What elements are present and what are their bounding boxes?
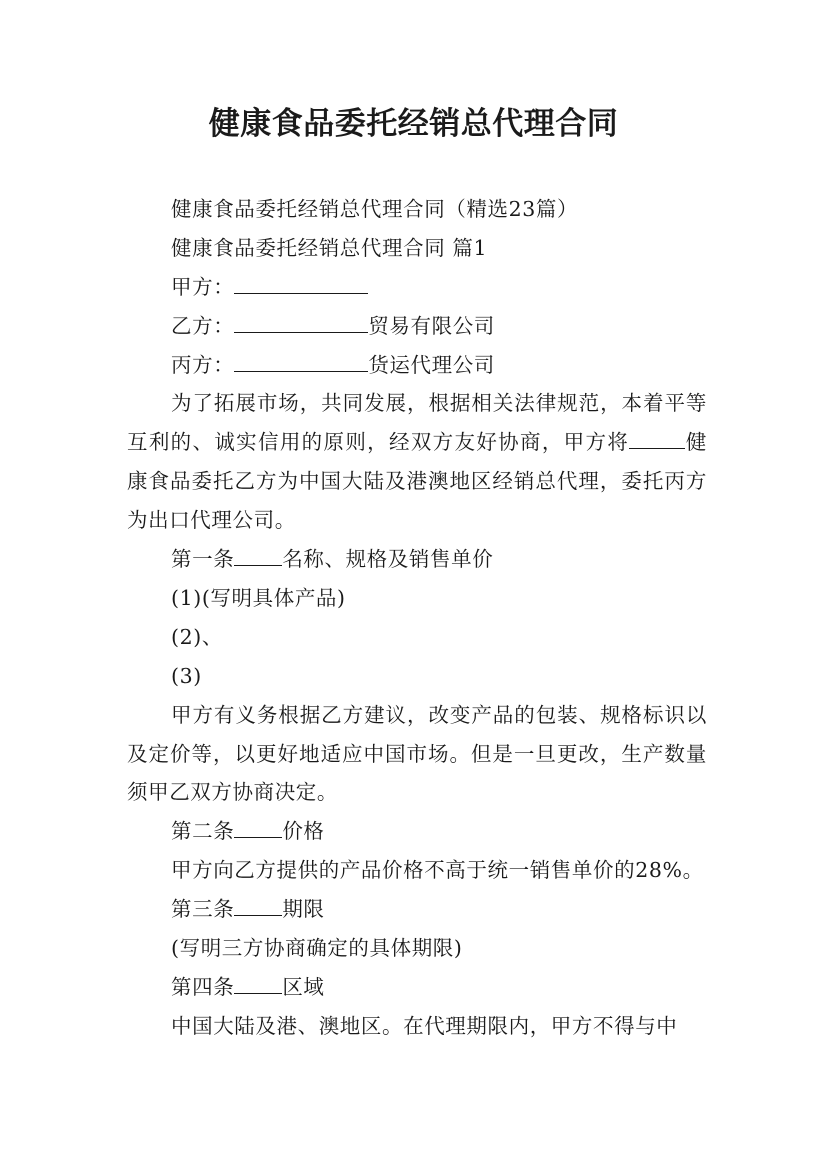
- article-2-prefix: 第二条: [171, 819, 235, 844]
- article-4-title: 区域: [282, 974, 325, 999]
- party-a-blank: [234, 271, 368, 294]
- article-1-prefix: 第一条: [171, 547, 235, 572]
- article-3-heading: [127, 890, 707, 929]
- document-body: [127, 190, 707, 1046]
- intro-part2: 健康食品委托乙方为中国大陆及港澳地区经销总代理，委托丙方为出口代理公司。: [127, 430, 707, 533]
- party-c-suffix: 货运代理公司: [368, 352, 495, 377]
- document-title: 健康食品委托经销总代理合同: [208, 106, 619, 142]
- item-2: (2)、: [171, 624, 223, 649]
- party-a-label: 甲方：: [171, 274, 235, 299]
- article-4-prefix: 第四条: [171, 974, 235, 999]
- party-b-label: 乙方：: [171, 313, 235, 338]
- term-text: (写明三方协商确定的具体期限): [171, 936, 463, 961]
- party-c-label: 丙方：: [171, 352, 235, 377]
- packaging-paragraph: 甲方有义务根据乙方建议，改变产品的包装、规格标识以及定价等，以更好地适应中国市场。但是一旦更改，生产数量须甲乙双方协商决定。: [127, 702, 707, 805]
- item-1: (1)(写明具体产品): [171, 585, 346, 610]
- article-1-title: 名称、规格及销售单价: [282, 547, 494, 572]
- party-b-line: [127, 307, 707, 346]
- intro-paragraph: [127, 384, 707, 540]
- article-3-prefix: 第三条: [171, 897, 235, 922]
- region-text: 中国大陆及港、澳地区。在代理期限内，甲方不得与中: [171, 1013, 678, 1038]
- article-2-blank: [234, 815, 282, 838]
- article-3-blank: [234, 893, 282, 916]
- article-3-title: 期限: [282, 897, 325, 922]
- article-4-heading: [127, 968, 707, 1007]
- article-1-blank: [234, 543, 282, 566]
- party-c-line: [127, 346, 707, 385]
- article-4-blank: [234, 971, 282, 994]
- article-1-heading: [127, 540, 707, 579]
- article-2-heading: [127, 812, 707, 851]
- price-text: 甲方向乙方提供的产品价格不高于统一销售单价的28%。: [171, 858, 704, 883]
- article-2-title: 价格: [282, 819, 325, 844]
- party-c-blank: [234, 349, 368, 372]
- product-blank: [629, 426, 685, 449]
- intro-part1: 为了拓展市场，共同发展，根据相关法律规范，本着平等互利的、诚实信用的原则，经双方友好协商，甲方将: [127, 391, 707, 455]
- item-3: (3): [171, 663, 202, 688]
- party-b-blank: [234, 310, 368, 333]
- party-b-suffix: 贸易有限公司: [368, 313, 495, 338]
- party-a-line: [127, 268, 707, 307]
- section-heading: 健康食品委托经销总代理合同 篇1: [171, 235, 488, 260]
- document-subtitle: 健康食品委托经销总代理合同（精选23篇）: [171, 197, 579, 221]
